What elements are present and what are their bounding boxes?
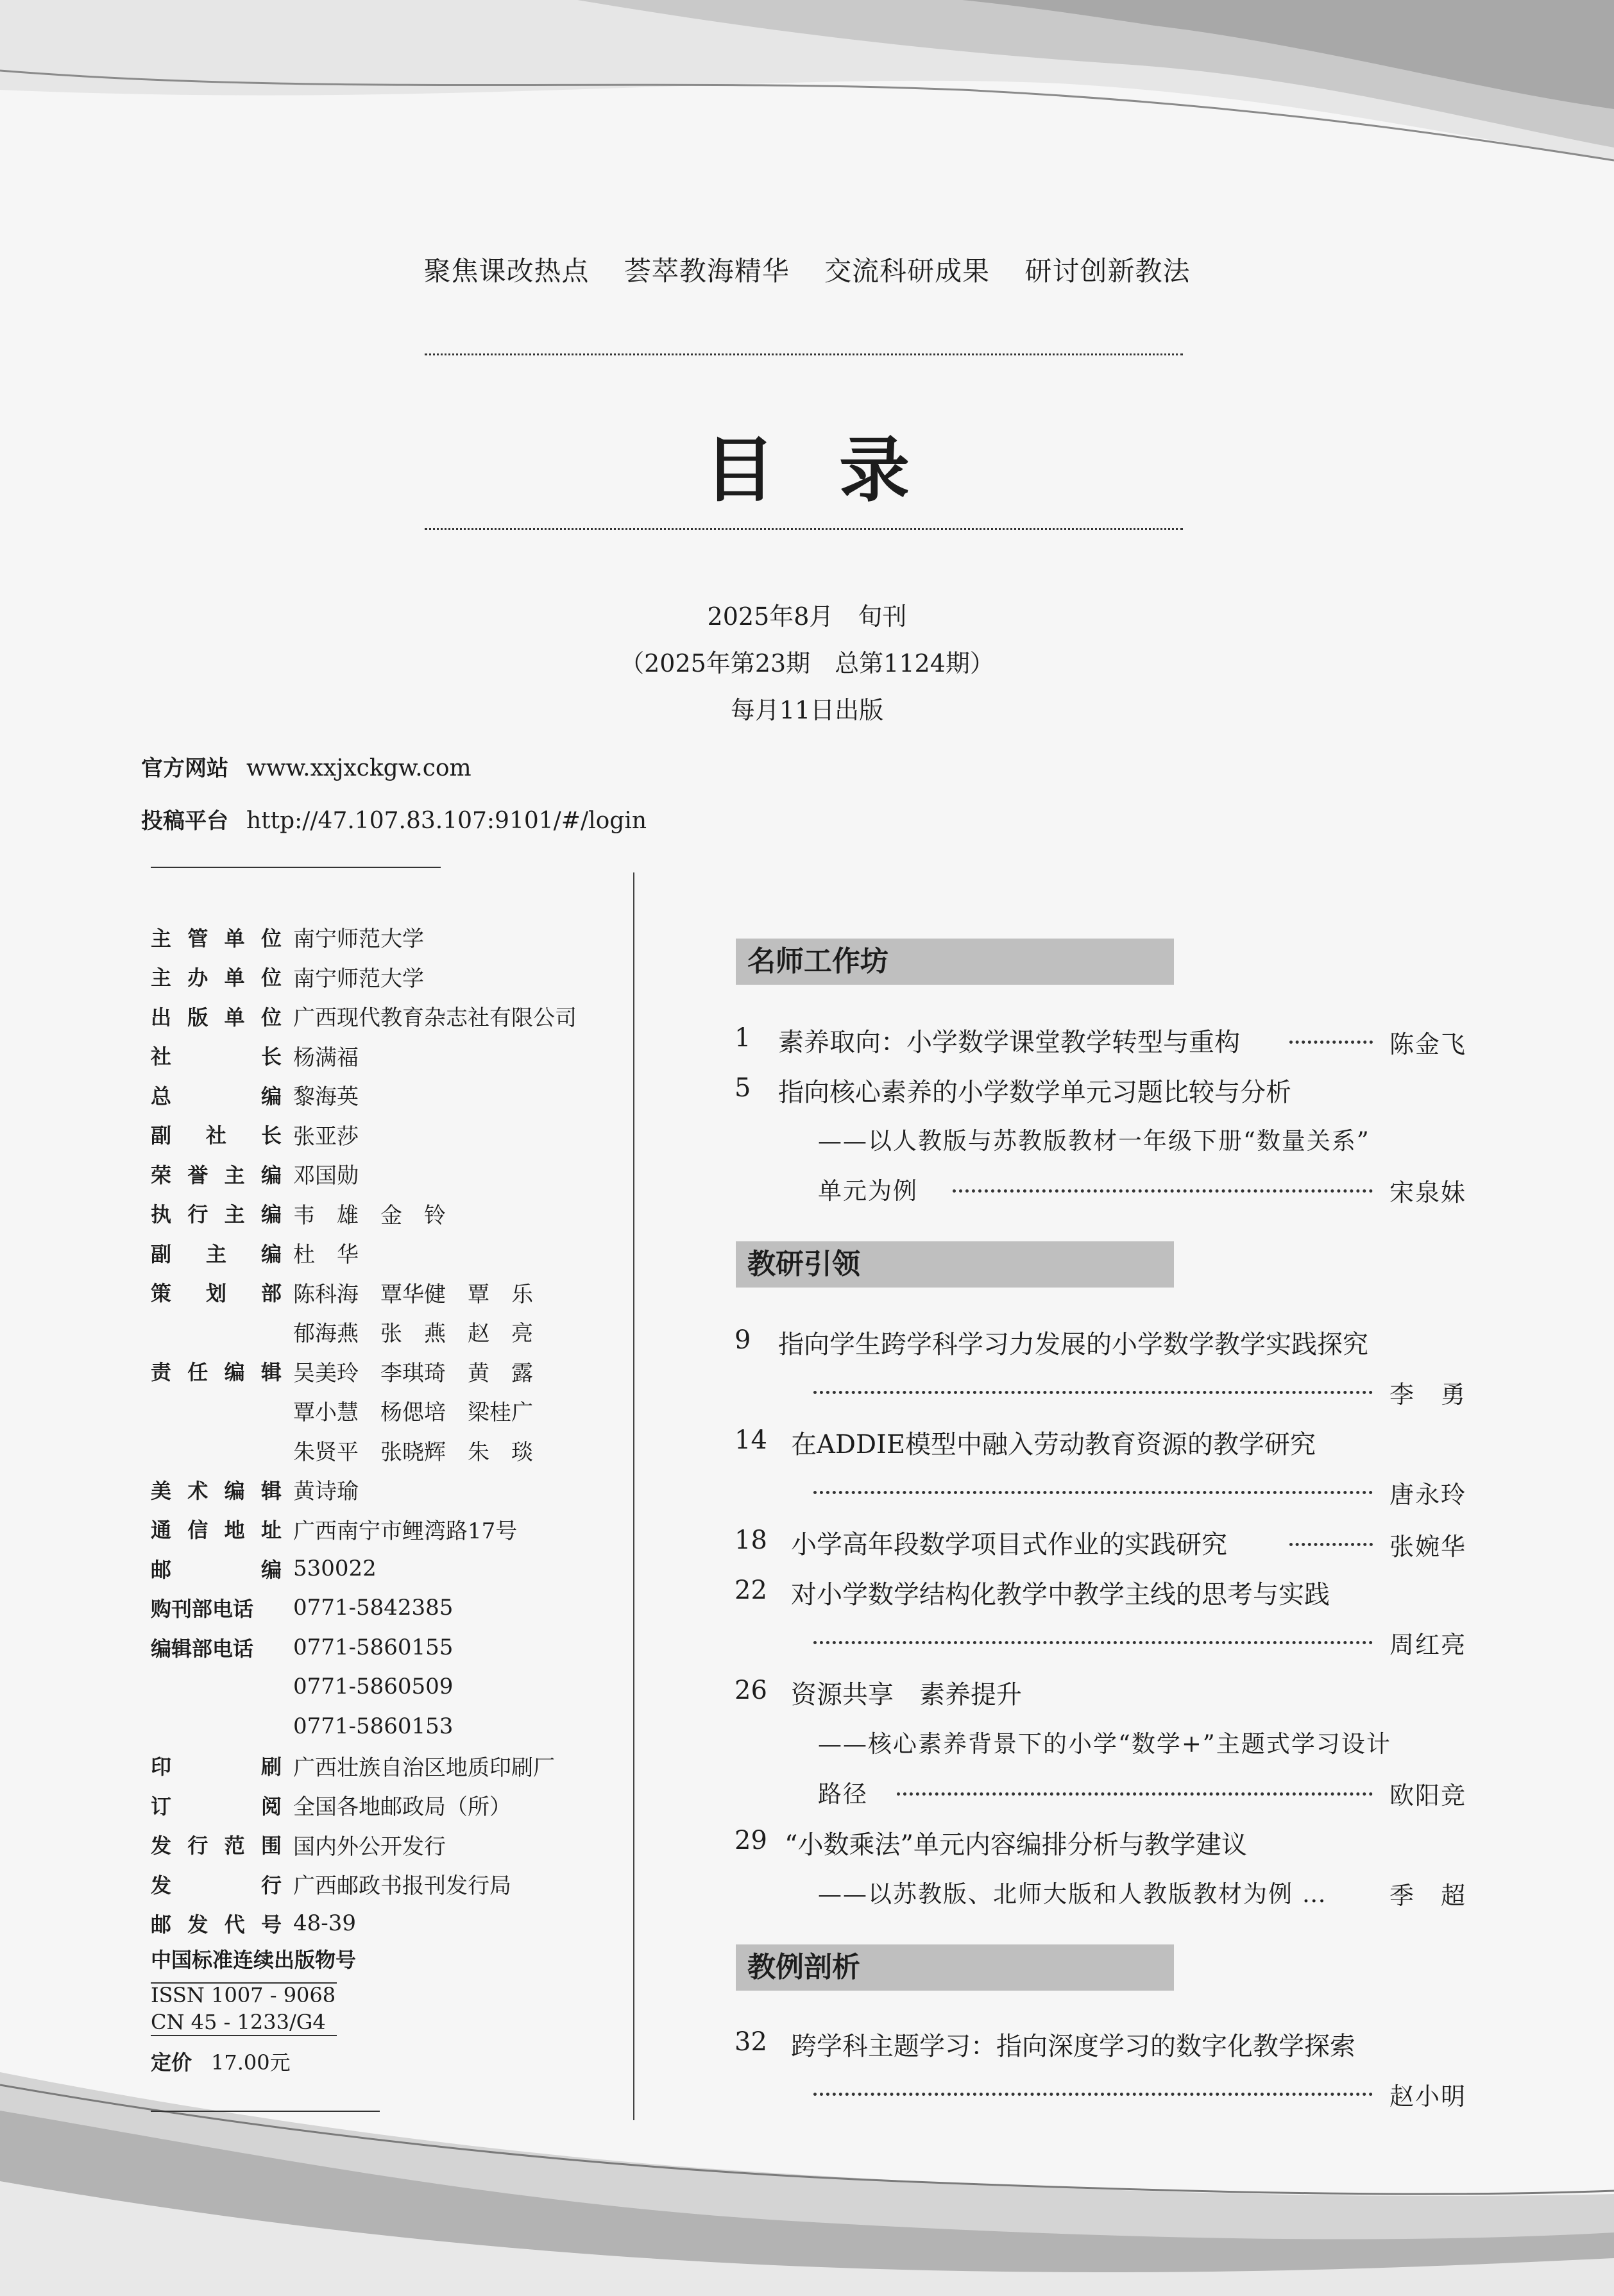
masthead-row — [151, 1194, 625, 1234]
masthead-label: 发 行 范 围 — [151, 1833, 282, 1858]
article-page: 32 — [735, 2027, 767, 2057]
price-value: 17.00元 — [211, 2050, 291, 2075]
column-divider — [633, 872, 634, 2120]
leader-dots — [813, 2093, 1373, 2096]
masthead-value: 张亚莎 — [293, 1123, 359, 1150]
masthead-value: 广西南宁市鲤湾路17号 — [293, 1518, 518, 1544]
article-page: 9 — [735, 1325, 751, 1355]
article-subtitle: ——核心素养背景下的小学“数学+”主题式学习设计 — [818, 1730, 1391, 1758]
masthead-row — [151, 1904, 625, 1944]
website-row — [141, 751, 471, 782]
masthead-label: 主 管 单 位 — [151, 926, 282, 951]
masthead-label — [151, 1438, 293, 1462]
masthead-label: 策 划 部 — [151, 1281, 282, 1306]
masthead-value: 韦 雄 金 铃 — [293, 1202, 446, 1229]
masthead-label: 主 办 单 位 — [151, 965, 282, 991]
leader-dots — [897, 1792, 1373, 1796]
masthead-value: 南宁师范大学 — [293, 965, 424, 992]
title-divider-top — [425, 353, 1183, 355]
article-title[interactable]: 资源共享 素养提升 — [791, 1680, 1022, 1710]
masthead-value: 国内外公开发行 — [293, 1833, 446, 1860]
masthead-label: 美 术 编 辑 — [151, 1478, 282, 1503]
article-subtitle: ——以人教版与苏教版教材一年级下册“数量关系” — [818, 1127, 1370, 1155]
price-label: 定价 — [151, 2050, 192, 2075]
leader-dots — [813, 1641, 1373, 1644]
masthead — [151, 917, 625, 1943]
masthead-row — [151, 917, 625, 957]
masthead-row — [151, 1509, 625, 1549]
masthead-row — [151, 1864, 625, 1904]
issue-date: 2025年8月 旬刊 — [707, 602, 907, 631]
masthead-label — [151, 1714, 293, 1739]
masthead-row — [151, 1746, 625, 1786]
masthead-label: 购刊部电话 — [151, 1597, 254, 1622]
masthead-row — [151, 1825, 625, 1865]
price-row — [151, 2046, 291, 2076]
masthead-row — [151, 957, 625, 997]
article-page: 26 — [735, 1676, 767, 1705]
article-author: 李 勇 — [1389, 1381, 1466, 1409]
article-author: 欧阳竞 — [1389, 1782, 1466, 1810]
article-page: 29 — [735, 1826, 767, 1855]
article-subtitle: ——以苏教版、北师大版和人教版教材为例 … — [818, 1880, 1327, 1908]
article-page: 5 — [735, 1073, 751, 1103]
masthead-row — [151, 1706, 625, 1746]
section-header: 教研引领 — [736, 1241, 1174, 1288]
masthead-row — [151, 1628, 625, 1667]
masthead-label: 通 信 地 址 — [151, 1518, 282, 1543]
masthead-value: 0771-5842385 — [293, 1595, 454, 1621]
masthead-row — [151, 1352, 625, 1391]
submission-label: 投稿平台 — [141, 808, 228, 834]
submission-row — [141, 803, 647, 835]
website-url[interactable]: www.xxjxckgw.com — [246, 755, 471, 781]
masthead-row — [151, 1115, 625, 1155]
page-title: 目录 — [704, 429, 974, 511]
article-title[interactable]: 在ADDIE模型中融入劳动教育资源的教学研究 — [791, 1430, 1316, 1459]
masthead-row — [151, 1036, 625, 1076]
article-author: 赵小明 — [1389, 2082, 1466, 2111]
masthead-value: 0771-5860153 — [293, 1713, 454, 1739]
serial-number-label: 中国标准连续出版物号 — [151, 1948, 357, 1972]
masthead-label: 编辑部电话 — [151, 1636, 254, 1661]
masthead-label — [151, 1320, 293, 1344]
masthead-rule-top — [151, 867, 441, 868]
issue-frequency: 每月11日出版 — [730, 696, 884, 724]
masthead-row — [151, 1075, 625, 1115]
section-header: 名师工作坊 — [736, 939, 1174, 985]
masthead-label: 执 行 主 编 — [151, 1202, 282, 1227]
submission-url[interactable]: http://47.107.83.107:9101/#/login — [246, 808, 647, 834]
title-divider-bottom — [425, 528, 1183, 530]
masthead-value: 0771-5860155 — [293, 1634, 454, 1660]
masthead-row — [151, 1391, 625, 1431]
section-header: 教例剖析 — [736, 1944, 1174, 1991]
masthead-label: 社 长 — [151, 1044, 282, 1069]
leader-dots — [813, 1491, 1373, 1494]
masthead-row — [151, 1470, 625, 1509]
masthead-label: 副 主 编 — [151, 1241, 282, 1266]
masthead-label: 荣 誉 主 编 — [151, 1162, 282, 1187]
masthead-value: 邓国勋 — [293, 1163, 359, 1189]
masthead-row — [151, 1312, 625, 1352]
masthead-value: 覃小慧 杨偲培 梁桂广 — [293, 1400, 533, 1426]
masthead-row — [151, 996, 625, 1036]
article-title[interactable]: 指向核心素养的小学数学单元习题比较与分析 — [778, 1078, 1291, 1107]
slogan: 聚焦课改热点 荟萃教海精华 交流科研成果 研讨创新教法 — [423, 255, 1191, 287]
leader-dots — [1289, 1041, 1373, 1044]
masthead-value: 广西现代教育杂志社有限公司 — [293, 1005, 577, 1032]
article-title[interactable]: 小学高年段数学项目式作业的实践研究 — [791, 1530, 1227, 1560]
article-page: 18 — [735, 1526, 767, 1555]
masthead-label: 发 行 — [151, 1873, 282, 1898]
leader-dots — [953, 1189, 1373, 1193]
article-author: 张婉华 — [1389, 1533, 1466, 1561]
masthead-row — [151, 1154, 625, 1194]
masthead-row — [151, 1549, 625, 1588]
masthead-row — [151, 1667, 625, 1707]
masthead-label: 责 任 编 辑 — [151, 1360, 282, 1385]
masthead-value: 杜 华 — [293, 1242, 359, 1268]
masthead-label: 订 阅 — [151, 1794, 282, 1819]
masthead-value: 0771-5860509 — [293, 1674, 454, 1700]
website-label: 官方网站 — [141, 756, 228, 781]
masthead-label: 邮 编 — [151, 1557, 282, 1582]
article-page: 1 — [735, 1023, 751, 1053]
masthead-value: 广西邮政书报刊发行局 — [293, 1873, 511, 1900]
masthead-value: 吴美玲 李琪琦 黄 露 — [293, 1360, 533, 1386]
masthead-value: 朱贤平 张晓辉 朱 琰 — [293, 1439, 533, 1465]
article-title[interactable]: 指向学生跨学科学习力发展的小学数学教学实践探究 — [778, 1330, 1368, 1359]
article-author: 周红亮 — [1389, 1631, 1466, 1659]
masthead-value: 陈科海 覃华健 覃 乐 — [293, 1281, 533, 1307]
issue-number: （2025年第23期 总第1124期） — [620, 649, 994, 677]
article-author: 唐永玲 — [1389, 1481, 1466, 1509]
masthead-label — [151, 1399, 293, 1423]
leader-dots — [813, 1391, 1373, 1394]
masthead-label: 副 社 长 — [151, 1123, 282, 1148]
article-page: 14 — [735, 1425, 767, 1455]
issn: ISSN 1007 - 9068 — [151, 1983, 336, 2007]
masthead-value: 杨满福 — [293, 1044, 359, 1071]
masthead-value: 黎海英 — [293, 1084, 359, 1110]
bottom-wave-decoration — [0, 2072, 1614, 2296]
masthead-row — [151, 1233, 625, 1273]
masthead-label: 总 编 — [151, 1084, 282, 1109]
masthead-value: 广西壮族自治区地质印刷厂 — [293, 1755, 555, 1781]
masthead-row — [151, 1431, 625, 1470]
cn-number: CN 45 - 1233/G4 — [151, 2010, 326, 2034]
article-title[interactable]: 素养取向：小学数学课堂教学转型与重构 — [778, 1028, 1240, 1057]
article-author: 宋泉妹 — [1389, 1178, 1466, 1207]
masthead-row — [151, 1785, 625, 1825]
article-page: 22 — [735, 1576, 767, 1605]
leader-dots — [1289, 1543, 1373, 1546]
masthead-rule-bottom — [151, 2111, 380, 2112]
masthead-label: 出 版 单 位 — [151, 1005, 282, 1030]
masthead-label: 邮 发 代 号 — [151, 1912, 282, 1937]
masthead-row — [151, 1588, 625, 1628]
top-wave-decoration — [0, 0, 1614, 192]
masthead-label: 印 刷 — [151, 1755, 282, 1780]
article-author: 陈金飞 — [1389, 1030, 1466, 1059]
masthead-label — [151, 1674, 293, 1699]
masthead-value: 南宁师范大学 — [293, 926, 424, 953]
masthead-row — [151, 1273, 625, 1313]
masthead-value: 黄诗瑜 — [293, 1479, 359, 1505]
article-subtitle: 路径 — [818, 1780, 868, 1808]
article-subtitle: 单元为例 — [818, 1177, 918, 1205]
masthead-value: 全国各地邮政局（所） — [293, 1794, 511, 1821]
article-title[interactable]: 跨学科主题学习：指向深度学习的数字化教学探索 — [791, 2032, 1355, 2061]
article-title[interactable]: “小数乘法”单元内容编排分析与教学建议 — [785, 1830, 1247, 1860]
masthead-value: 郁海燕 张 燕 赵 亮 — [293, 1321, 533, 1347]
masthead-value: 530022 — [293, 1555, 377, 1581]
masthead-value: 48-39 — [293, 1910, 357, 1937]
article-title[interactable]: 对小学数学结构化教学中教学主线的思考与实践 — [791, 1580, 1330, 1610]
article-author: 季 超 — [1389, 1882, 1466, 1910]
